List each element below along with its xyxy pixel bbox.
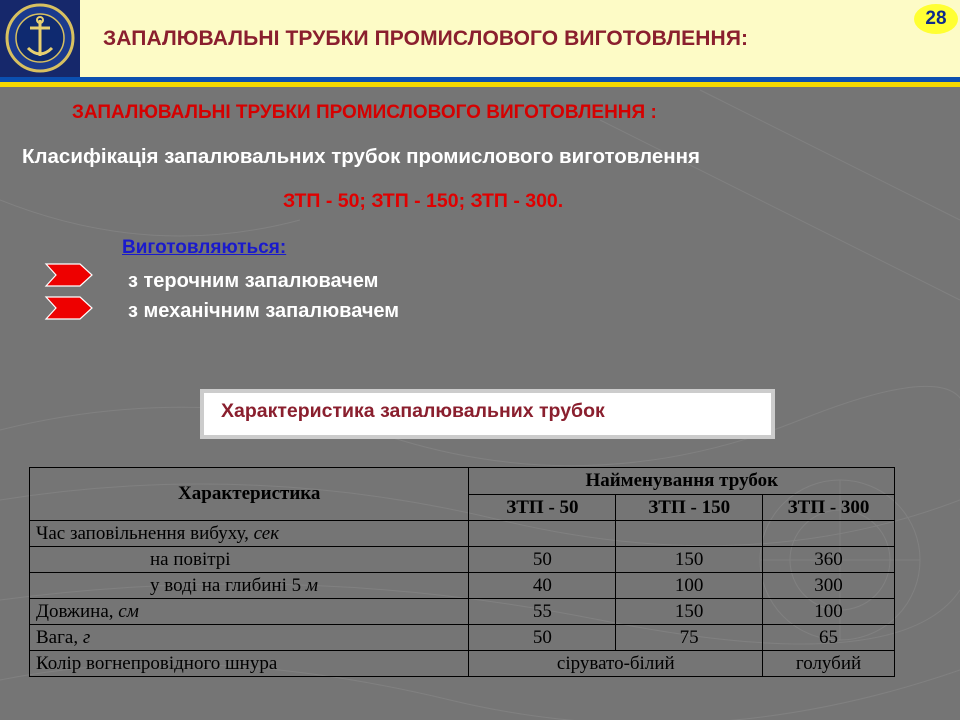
table-row: [30, 521, 895, 547]
column-header: ЗТП - 300: [763, 495, 895, 521]
row-unit: м: [305, 574, 318, 596]
header-stripe-yellow: [0, 82, 960, 87]
table-cell: [469, 521, 616, 547]
characteristics-title-box: [200, 389, 775, 439]
table-cell: 150: [616, 547, 763, 573]
row-label-text: Довжина,: [36, 600, 119, 622]
table-cell: 75: [616, 625, 763, 651]
tube-codes: ЗТП - 50; ЗТП - 150; ЗТП - 300.: [283, 190, 564, 212]
table-cell: [616, 521, 763, 547]
table-cell: голубий: [763, 651, 895, 677]
table-cell: 50: [469, 547, 616, 573]
row-label: [30, 521, 469, 547]
header-tube-names: Найменування трубок: [469, 468, 895, 495]
table-row: [30, 651, 895, 677]
classification-text: Класифікація запалювальних трубок промислового виготовлення: [22, 145, 701, 168]
table-cell: 100: [763, 599, 895, 625]
characteristics-title: Характеристика запалювальних трубок: [204, 393, 771, 435]
row-label-text: Вага,: [36, 626, 83, 648]
table-cell: 40: [469, 573, 616, 599]
manufactured-label: Виготовляються:: [122, 237, 287, 258]
page-title: ЗАПАЛЮВАЛЬНІ ТРУБКИ ПРОМИСЛОВОГО ВИГОТОВЛЕННЯ:: [103, 27, 749, 50]
row-unit: г: [82, 626, 91, 648]
table-row: [30, 547, 895, 573]
page-number-badge: 28: [914, 4, 958, 34]
row-label-text: Час заповільнення вибуху,: [36, 522, 254, 544]
row-label: Колір вогнепровідного шнура: [30, 651, 469, 677]
table-cell: 150: [616, 599, 763, 625]
row-label: [30, 625, 469, 651]
table-cell: [763, 521, 895, 547]
table-cell: 55: [469, 599, 616, 625]
table-cell: 360: [763, 547, 895, 573]
row-unit: см: [118, 600, 139, 622]
table-header-row: [30, 468, 895, 495]
characteristics-table: [29, 467, 895, 677]
red-chevron-arrow-icon: [44, 295, 94, 321]
column-header: ЗТП - 150: [616, 495, 763, 521]
bullet-item-friction: з терочним запалювачем: [128, 270, 379, 292]
row-label: [30, 599, 469, 625]
bullet-item-mechanical: з механічним запалювачем: [128, 300, 400, 322]
row-label: на повітрі: [30, 547, 469, 573]
table-cell: 50: [469, 625, 616, 651]
header-characteristic: Характеристика: [30, 468, 469, 521]
table-cell: сірувато-білий: [469, 651, 763, 677]
row-label-text: у воді на глибині 5: [150, 574, 306, 596]
table-row: [30, 625, 895, 651]
table-cell: 65: [763, 625, 895, 651]
naval-emblem-icon: [0, 0, 80, 77]
subtitle: ЗАПАЛЮВАЛЬНІ ТРУБКИ ПРОМИСЛОВОГО ВИГОТОВЛЕННЯ :: [72, 102, 657, 123]
table-cell: 100: [616, 573, 763, 599]
row-unit: сек: [253, 522, 280, 544]
red-chevron-arrow-icon: [44, 262, 94, 288]
table-row: [30, 573, 895, 599]
column-header: ЗТП - 50: [469, 495, 616, 521]
header-bar: [0, 0, 960, 77]
table-cell: 300: [763, 573, 895, 599]
table-row: [30, 599, 895, 625]
row-label: [30, 573, 469, 599]
